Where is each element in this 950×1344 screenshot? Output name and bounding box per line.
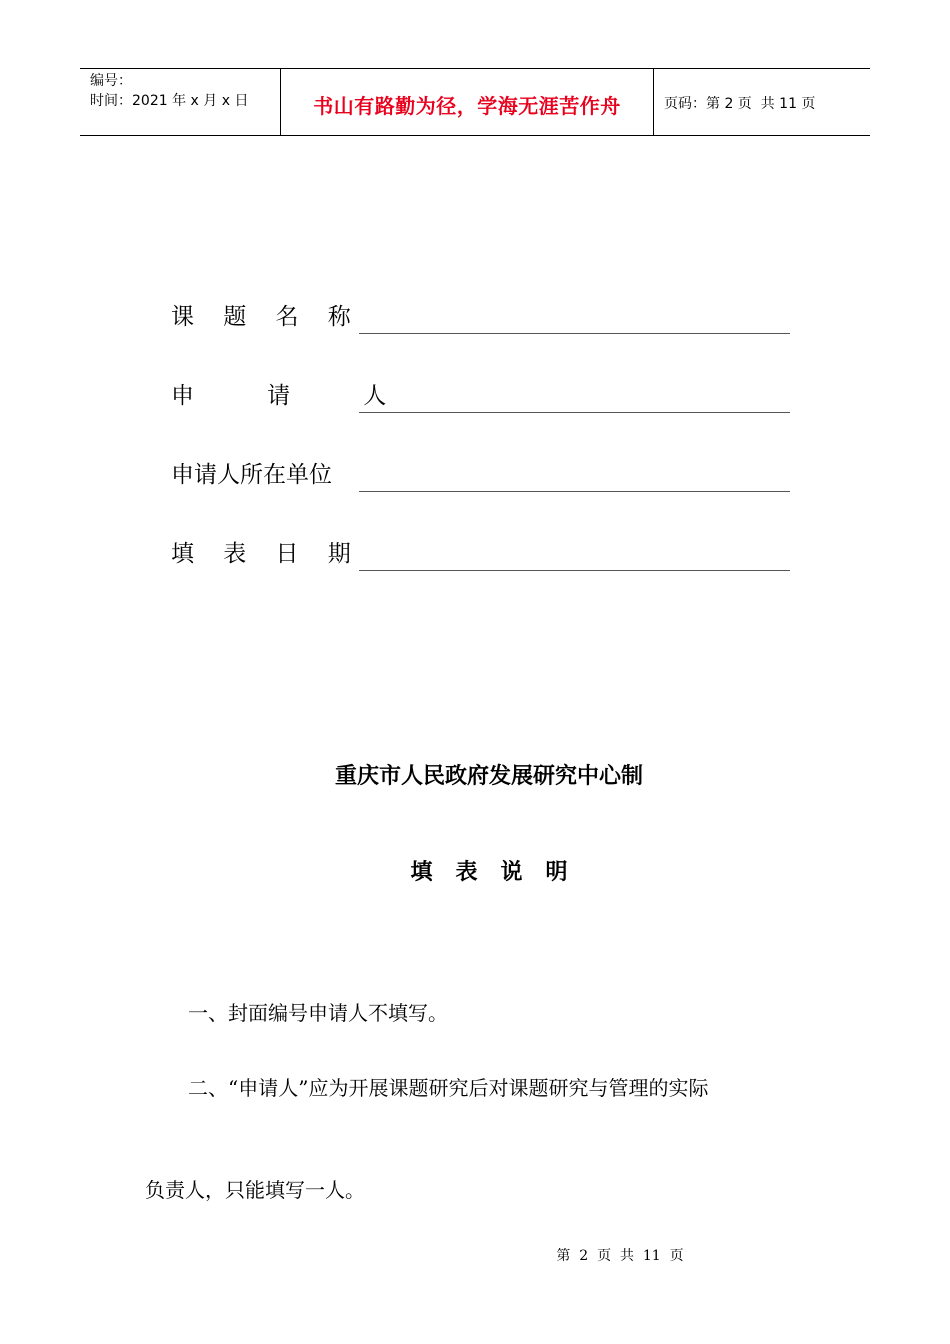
- applicant-unit-label: 申请人所在单位: [171, 462, 332, 488]
- form-row-date: [171, 539, 791, 579]
- instruction-item-2-continued: 负责人，只能填写一人。: [145, 1178, 365, 1202]
- topic-name-label: 课 题 名 称: [171, 304, 351, 330]
- doc-time-label: 时间：2021 年 x 月 x 日: [90, 93, 249, 109]
- fill-date-label: 填 表 日 期: [171, 541, 351, 567]
- form-row-unit: [171, 460, 791, 500]
- header-meta-cell: [80, 69, 281, 135]
- doc-number-label: 编号：: [90, 73, 132, 89]
- instruction-item-1: 一、封面编号申请人不填写。: [188, 1001, 448, 1025]
- instruction-item-2: 二、“申请人”应为开展课题研究后对课题研究与管理的实际: [188, 1076, 709, 1100]
- header-motto: 书山有路勤为径，学海无涯苦作舟: [313, 93, 621, 118]
- fill-date-field[interactable]: [359, 570, 790, 571]
- topic-name-field[interactable]: [359, 333, 790, 334]
- applicant-field[interactable]: [359, 412, 790, 413]
- page-footer: 第 2 页 共 11 页: [556, 1248, 684, 1264]
- applicant-unit-field[interactable]: [359, 491, 790, 492]
- form-row-applicant: [171, 381, 791, 421]
- header-motto-cell: [281, 69, 654, 135]
- form-row-topic: [171, 302, 791, 342]
- header-page-info: 页码：第 2 页 共 11 页: [664, 96, 816, 112]
- issuer-line: 重庆市人民政府发展研究中心制: [334, 763, 643, 789]
- page-header: [80, 68, 870, 136]
- instructions-title: 填 表 说 明: [410, 859, 568, 885]
- applicant-label: 申 请 人: [171, 383, 387, 409]
